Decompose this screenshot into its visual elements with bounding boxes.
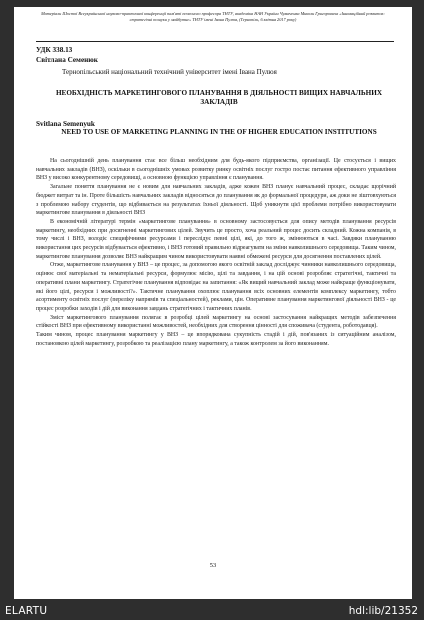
author-name-en: Svitlana Semenyuk [36,120,95,128]
author-affiliation: Тернопільський національний технічний університет імені Івана Пулюя [62,68,277,76]
udk-code: УДК 338.13 [36,46,73,54]
document-page [14,7,412,599]
handle-id: hdl:lib/21352 [348,605,418,617]
body-paragraph: Таким чином, процес планування маркетингу у ВНЗ – це впорядкована сукупність стадій і дій, пов'язаних із ситуаційним аналізом, постановкою цілей маркетингу, розробкою та реалізацією плану маркетингу, а також контролем за його виконанням. [36,332,396,347]
repository-label: ELARTU [5,605,48,617]
article-title-ua: НЕОБХІДНІСТЬ МАРКЕТИНГОВОГО ПЛАНУВАННЯ В ДІЯЛЬНОСТІ ВИЩИХ НАВЧАЛЬНИХ ЗАКЛАДІВ [55,89,383,107]
body-paragraph: Отже, маркетингове планування у ВНЗ – це процес, за допомогою якого освітній заклад досліджує чинники навколишнього середовища, оцінює свої матеріальні та нематеріальні ресурси, формулює місію, цілі та завдання, і на цій основі розробляє стратегічні, тактичні та оперативні плани маркетингу. Стратегічне планування відповідає на запитання: «Як вищий навчальний заклад може найкраще функціонувати, які його цілі, ресурси і можливості?». Тактичне планування охоплює планування всіх основних елементів комплексу маркетингу, тобто асортименту освітніх послуг (переліку напрямів та спеціальностей), реклами, цін. Оперативне планування маркетингової діяльності ВНЗ - це процес розробки заходів і дій для виконання завдань стратегічних і тактичних планів. [36,262,396,312]
article-body [36,157,396,348]
conference-header: Матеріали Шостої Всеукраїнської науково-практичної конференції пам'яті почесного професора ТНТУ, академіка НАН України Чумаченка Миколи Григоровича «Інноваційний розвиток: стратегічні пошуки у майбутнє» ТНТУ імені Івана Пулюя, (Тернопіль, 6 квітня 2017 року) [41,11,385,22]
page-number: 53 [209,562,217,569]
header-divider [36,41,394,42]
body-paragraph: В економічній літературі термін «маркетингове планування» в основному застосовується для опису методів планування ресурсів маркетингу, необхідних при досягненні маркетингових цілей. Звучить це просто, хоча реальний процес досить складний. Кожна компанія, в тому числі і ВНЗ, володіє специфічними ресурсами і переслідує певні цілі, які, до того ж, змінюються в часі. Завдяки плануванню використання цих ресурсів відбувається ефективно, і ВНЗ готовий правильно відреагувати на зміни навколишнього середовища. Таким чином, маркетингове планування дозволяє ВНЗ найкращим чином використовувати наявні обмежені ресурси для досягнення поставлених цілей. [36,218,396,260]
author-name-ua: Світлана Семенюк [36,56,98,64]
body-paragraph: Загальне поняття планування не є новим для навчальних закладів, адже кожен ВНЗ планує навчальний процес, складає щорічний бюджет витрат та ін. Проте більшість навчальних закладів відносяться до планування як до формальної процедури, аж доки не зіштовхуються з проблемою набору студентів, що відбивається на результатах їхньої діяльності. Щоб уникнути цієї проблеми потрібно використовувати маркетингове планування в діяльності ВНЗ [36,184,396,217]
article-title-en: NEED TO USE OF MARKETING PLANNING IN THE OF HIGHER EDUCATION INSTITUTIONS [61,128,377,136]
body-paragraph: Зміст маркетингового планування полягає в розробці цілей маркетингу на основі застосування найкращих методів забезпечення стійкості ВНЗ при ефективному використанні можливостей, необхідних для створення цінності для споживача (студента, роботодавця). [36,314,396,330]
body-paragraph: На сьогоднішній день планування стає все більш необхідним для будь-якого підприємства, організації. Це стосується і вищих навчальних закладів (ВНЗ), оскільки в сьогоднішніх умовах розвитку ринку освітніх послуг гостро постає питання ефективного управління ВНЗ у високо конкурентному середовищі, а основною функцією управління є планування. [36,158,396,182]
